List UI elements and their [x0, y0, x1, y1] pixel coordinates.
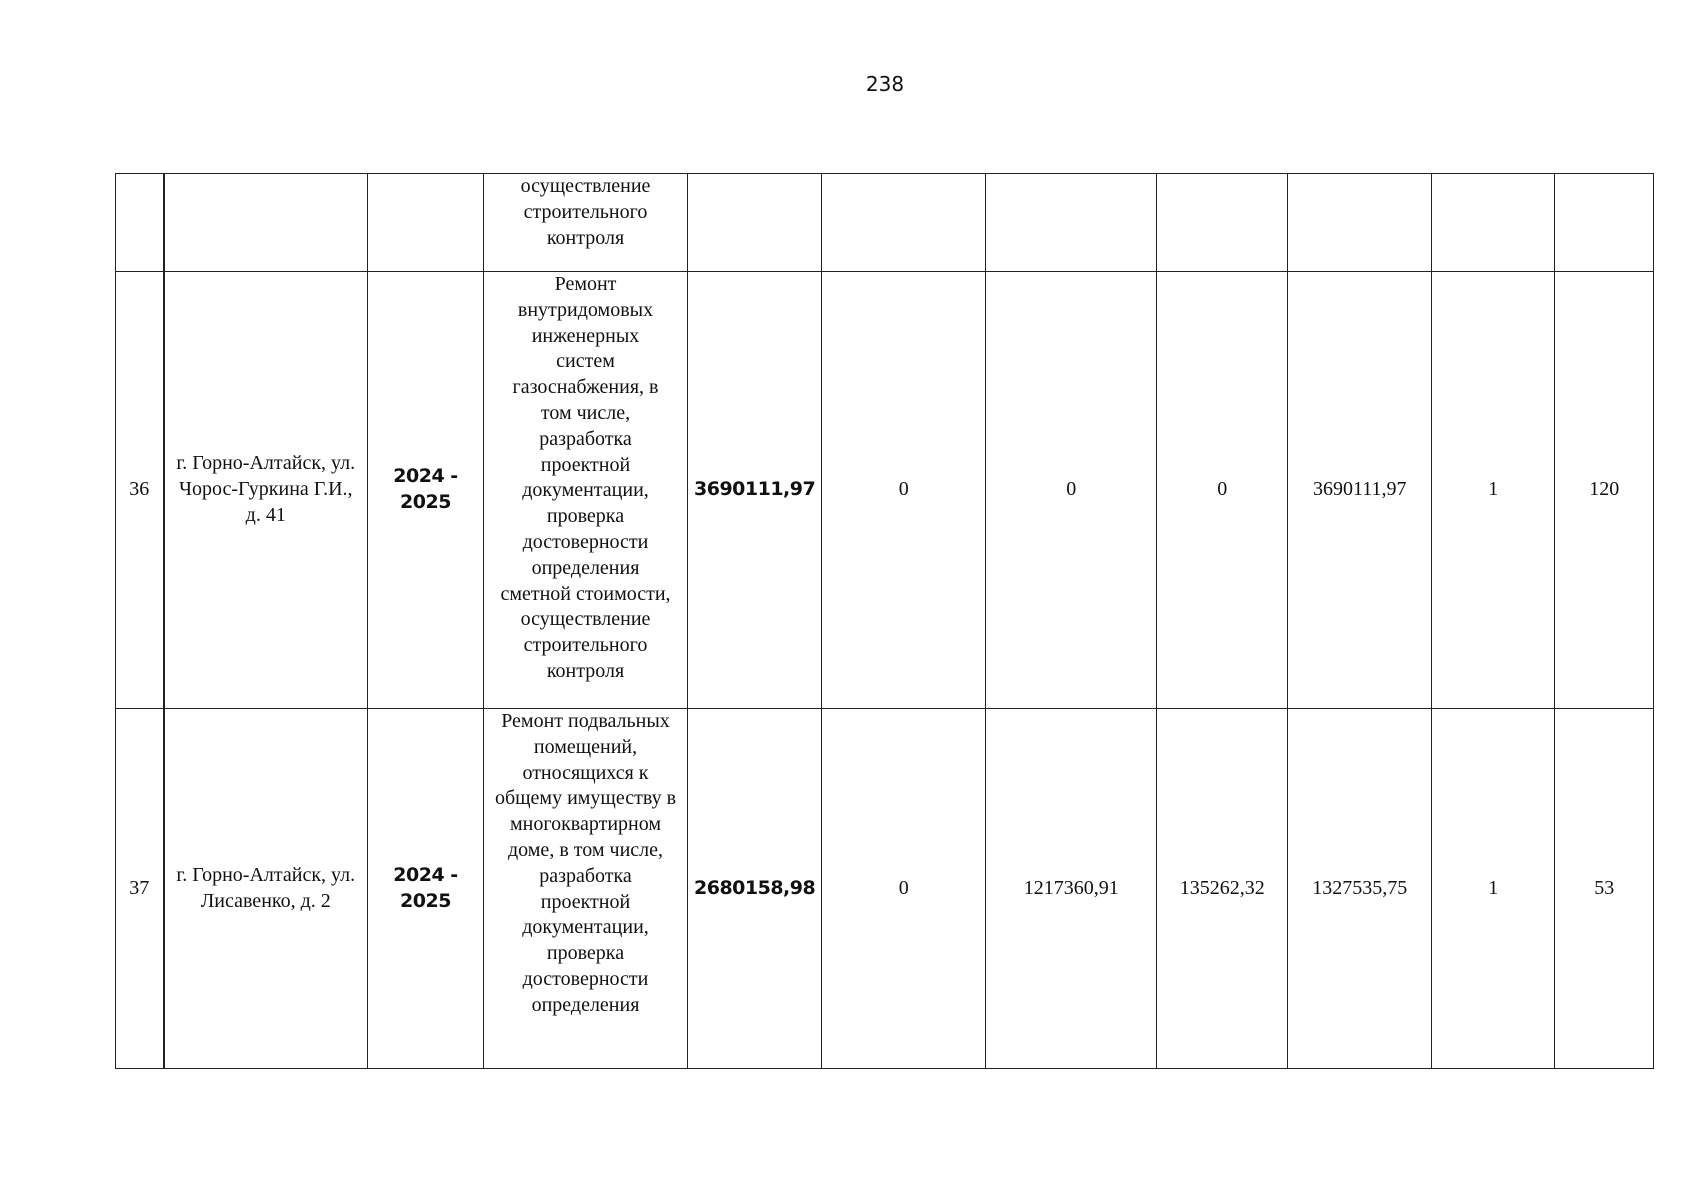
work-description-cell: Ремонт внутридомовых инженерных систем газоснабжения, в том числе, разработка проектной документации, проверка достоверности определения сметной стоимости, осуществление строительного контроля — [484, 272, 688, 709]
address-cell — [164, 174, 368, 272]
value-cell: 1327535,75 — [1288, 709, 1432, 1069]
row-number-cell: 36 — [116, 272, 164, 709]
value-cell — [1157, 174, 1288, 272]
value-cell: 120 — [1555, 272, 1654, 709]
table-row — [116, 709, 1654, 1069]
value-cell: 0 — [822, 272, 986, 709]
value-cell — [822, 174, 986, 272]
total-cost-cell — [688, 174, 822, 272]
value-cell — [986, 174, 1157, 272]
value-cell: 135262,32 — [1157, 709, 1288, 1069]
table-row — [116, 272, 1654, 709]
value-cell: 53 — [1555, 709, 1654, 1069]
total-cost-cell: 2680158,98 — [688, 709, 822, 1069]
row-number-cell — [116, 174, 164, 272]
address-cell: г. Горно-Алтайск, ул. Чорос-Гуркина Г.И., д. 41 — [164, 272, 368, 709]
value-cell — [1555, 174, 1654, 272]
value-cell: 0 — [986, 272, 1157, 709]
period-cell: 2024 - 2025 — [368, 709, 484, 1069]
value-cell: 1 — [1432, 272, 1555, 709]
value-cell: 1217360,91 — [986, 709, 1157, 1069]
address-cell: г. Горно-Алтайск, ул. Лисавенко, д. 2 — [164, 709, 368, 1069]
value-cell: 3690111,97 — [1288, 272, 1432, 709]
value-cell — [1432, 174, 1555, 272]
period-cell: 2024 - 2025 — [368, 272, 484, 709]
value-cell — [1288, 174, 1432, 272]
work-description-cell: осуществление строительного контроля — [484, 174, 688, 272]
page-number: 238 — [865, 72, 905, 96]
row-number-cell: 37 — [116, 709, 164, 1069]
table-row — [116, 174, 1654, 272]
value-cell: 0 — [822, 709, 986, 1069]
value-cell: 1 — [1432, 709, 1555, 1069]
total-cost-cell: 3690111,97 — [688, 272, 822, 709]
work-description-cell: Ремонт подвальных помещений, относящихся к общему имуществу в многоквартирном доме, в том числе, разработка проектной документации, проверка достоверности определения — [484, 709, 688, 1069]
value-cell: 0 — [1157, 272, 1288, 709]
period-cell — [368, 174, 484, 272]
works-table — [115, 173, 1654, 1069]
